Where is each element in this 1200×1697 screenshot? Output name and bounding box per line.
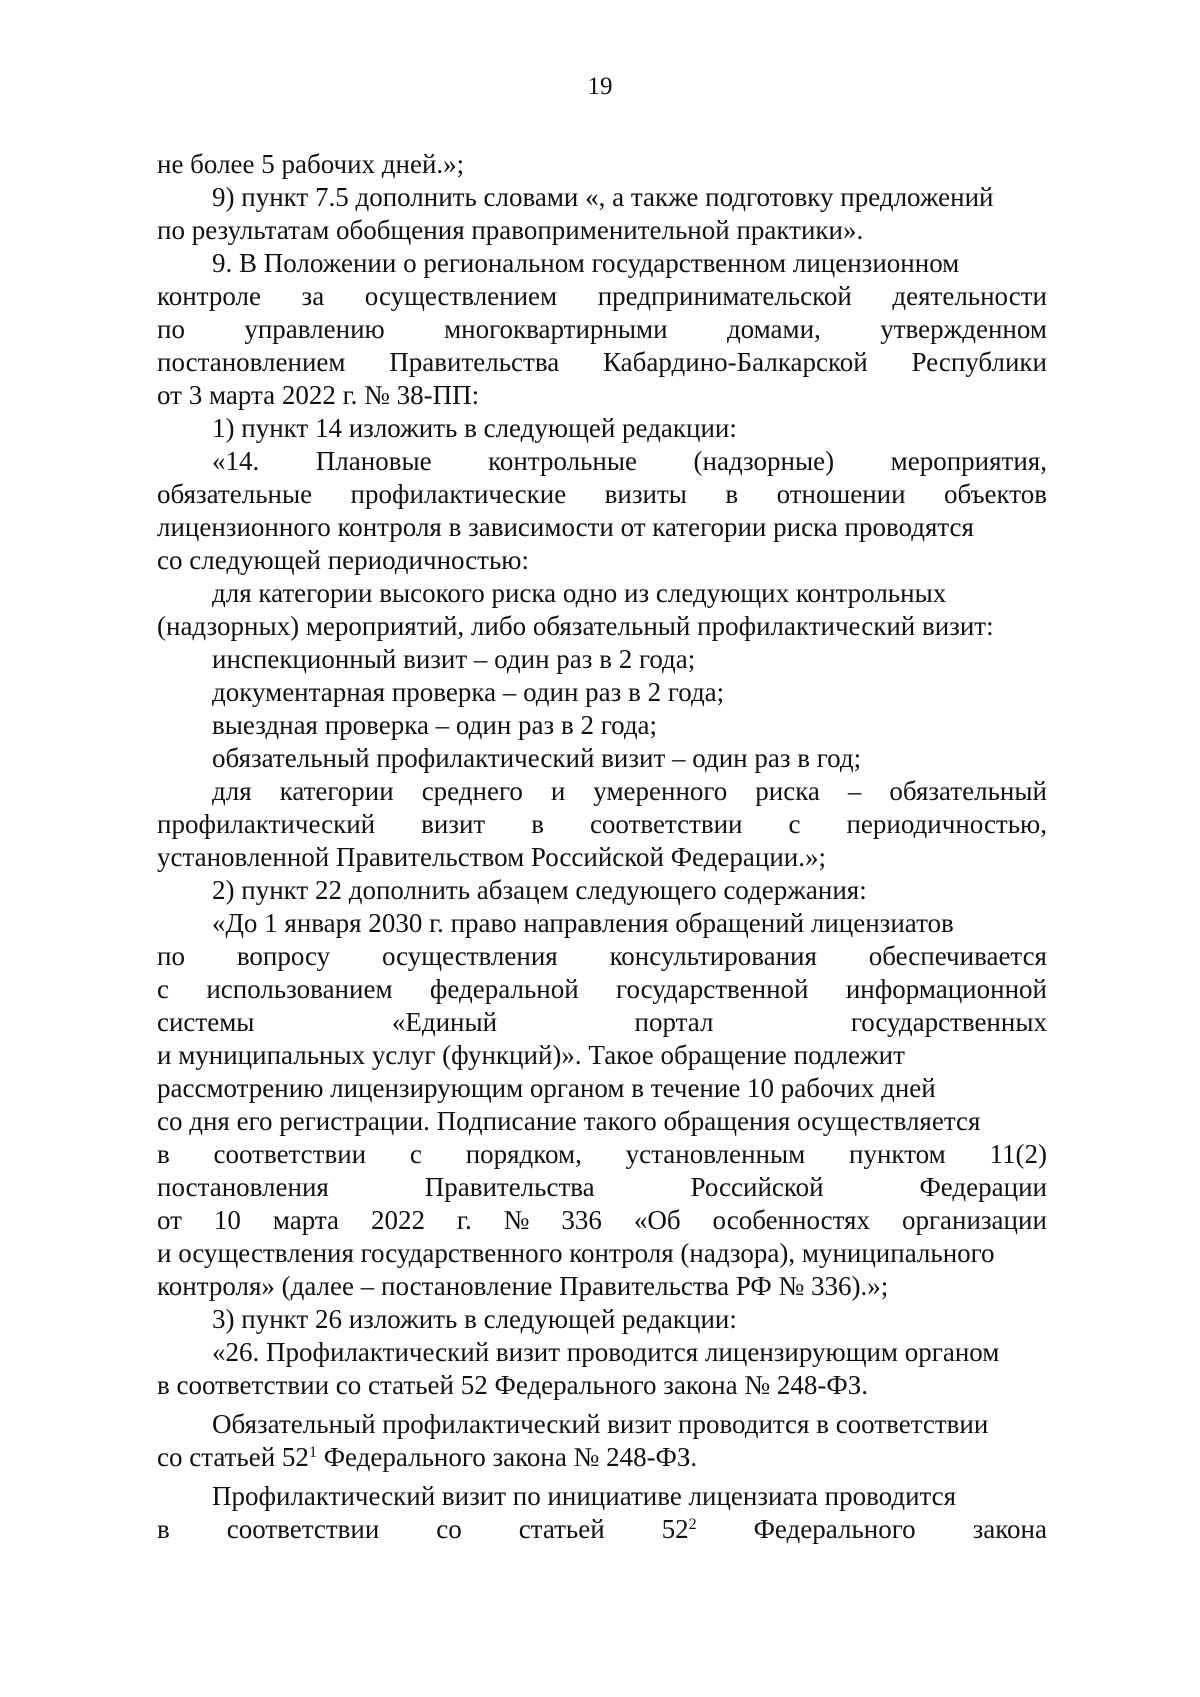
word: профилактические <box>350 479 567 509</box>
word: деятельности <box>892 281 1047 311</box>
word: объектов <box>944 479 1047 509</box>
word: управлению <box>244 314 385 344</box>
word: в <box>157 1514 170 1544</box>
superscript: 2 <box>688 1516 697 1533</box>
text-line: по результатам обобщения правоприменительной практики». <box>157 215 864 245</box>
word: (надзорные) <box>693 446 835 476</box>
text-fragment: со статьей 52 <box>157 1442 309 1472</box>
word: утвержденном <box>880 314 1047 344</box>
word: многоквартирными <box>444 314 668 344</box>
text-line <box>157 775 1047 808</box>
word: профилактический <box>157 809 376 839</box>
text-line: в соответствии со статьей 52 Федерального закона № 248-ФЗ. <box>157 1370 868 1400</box>
word: в <box>725 479 739 509</box>
text-line: документарная проверка – один раз в 2 года; <box>212 677 725 707</box>
text-line: со следующей периодичностью: <box>157 545 529 575</box>
word: соответствии <box>589 809 743 839</box>
word: с <box>157 974 169 1004</box>
text-line: 1) пункт 14 изложить в следующей редакции: <box>212 413 737 443</box>
text-fragment: 52 <box>661 1514 689 1544</box>
word: в <box>531 809 544 839</box>
text-line <box>157 478 1047 511</box>
word: Республики <box>911 347 1047 377</box>
word: соответствии <box>213 1139 367 1169</box>
word: федеральной <box>429 974 579 1004</box>
word: со <box>436 1514 462 1544</box>
word: Кабардино-Балкарской <box>603 347 868 377</box>
text-line: 2) пункт 22 дополнить абзацем следующего содержания: <box>212 875 867 905</box>
word: среднего <box>421 776 523 806</box>
text-line <box>157 1171 1047 1204</box>
word: с <box>409 1139 422 1169</box>
text-line: со дня его регистрации. Подписание такого обращения осуществляется <box>157 1106 981 1136</box>
word: обязательный <box>889 776 1047 806</box>
word: с <box>788 809 801 839</box>
text-line: (надзорных) мероприятий, либо обязательный профилактический визит: <box>157 611 994 641</box>
text-line: и осуществления государственного контроля (надзора), муниципального <box>157 1238 995 1268</box>
word: Плановые <box>315 446 432 476</box>
text-line: обязательный профилактический визит – один раз в год; <box>212 743 862 773</box>
text-line: установленной Правительством Российской Федерации.»; <box>157 842 826 872</box>
text-line <box>157 1204 1047 1237</box>
word: установленным <box>625 1139 806 1169</box>
text-line: Профилактический визит по инициативе лицензиата проводится <box>212 1481 957 1511</box>
text-line: инспекционный визит – один раз в 2 года; <box>212 644 696 674</box>
text-line <box>157 808 1047 841</box>
page-number: 19 <box>587 73 613 100</box>
word: «14. <box>212 446 260 476</box>
word: и <box>550 776 566 806</box>
superscript: 1 <box>308 1444 317 1461</box>
word: консультирования <box>609 941 817 971</box>
word: для <box>212 776 252 806</box>
word: постановления <box>157 1172 329 1202</box>
word: «Об <box>633 1205 681 1235</box>
word: предпринимательской <box>597 281 852 311</box>
word: Федерального <box>753 1514 916 1544</box>
text-line: для категории высокого риска одно из следующих контрольных <box>212 578 947 608</box>
word: контрольные <box>488 446 637 476</box>
text-line <box>157 1441 1047 1474</box>
word: по <box>157 941 185 971</box>
text-fragment: Федерального закона № 248-ФЗ. <box>316 1442 698 1472</box>
text-line: выездная проверка – один раз в 2 года; <box>212 710 658 740</box>
text-line <box>157 280 1047 313</box>
text-line: «26. Профилактический визит проводится лицензирующим органом <box>212 1337 1000 1367</box>
word <box>662 1513 697 1546</box>
text-line <box>157 1138 1047 1171</box>
word: 2022 <box>370 1205 425 1235</box>
word: периодичностью, <box>846 809 1047 839</box>
word: государственной <box>616 974 809 1004</box>
word: Правительства <box>389 347 560 377</box>
text-line: не более 5 рабочих дней.»; <box>157 149 465 179</box>
word: мероприятия, <box>890 446 1047 476</box>
text-line <box>157 313 1047 346</box>
text-line: 9. В Положении о региональном государственном лицензионном <box>212 248 960 278</box>
word: вопросу <box>236 941 331 971</box>
text-line: 9) пункт 7.5 дополнить словами «, а также подготовку предложений <box>212 182 994 212</box>
word: г. <box>456 1205 472 1235</box>
word: организации <box>901 1205 1047 1235</box>
word: от <box>157 1205 182 1235</box>
word: риска <box>755 776 820 806</box>
word: Федерации <box>919 1172 1047 1202</box>
text-line <box>157 973 1047 1006</box>
word: государственных <box>850 1007 1047 1037</box>
text-line <box>157 940 1047 973</box>
word: осуществлением <box>364 281 558 311</box>
word: порядком, <box>465 1139 582 1169</box>
word: использованием <box>206 974 393 1004</box>
word: постановлением <box>157 347 346 377</box>
word: – <box>847 776 862 806</box>
word: по <box>157 314 185 344</box>
text-line: «До 1 января 2030 г. право направления обращений лицензиатов <box>212 908 954 938</box>
word: 10 <box>213 1205 241 1235</box>
word: умеренного <box>593 776 728 806</box>
word: визит <box>421 809 486 839</box>
word: обеспечивается <box>868 941 1047 971</box>
word: статьей <box>518 1514 605 1544</box>
word: осуществления <box>382 941 558 971</box>
text-line: рассмотрению лицензирующим органом в течение 10 рабочих дней <box>157 1073 936 1103</box>
word: закона <box>972 1514 1047 1544</box>
word: системы <box>157 1007 255 1037</box>
text-line <box>157 1513 1047 1546</box>
word: пунктом <box>849 1139 946 1169</box>
document-body <box>157 148 1047 1546</box>
text-line <box>157 445 1047 478</box>
word: особенностях <box>712 1205 870 1235</box>
word: категории <box>279 776 394 806</box>
text-line <box>157 346 1047 379</box>
word: отношении <box>776 479 906 509</box>
word: за <box>301 281 325 311</box>
word: визиты <box>604 479 687 509</box>
word: 336 <box>561 1205 602 1235</box>
text-line: Обязательный профилактический визит проводится в соответствии <box>212 1409 989 1439</box>
text-line: от 3 марта 2022 г. № 38-ПП: <box>157 380 480 410</box>
word: в <box>157 1139 170 1169</box>
word: марта <box>272 1205 340 1235</box>
word: Российской <box>690 1172 824 1202</box>
text-line: лицензионного контроля в зависимости от категории риска проводятся <box>157 512 974 542</box>
word: портал <box>634 1007 714 1037</box>
word: № <box>503 1205 530 1235</box>
word: 11(2) <box>989 1139 1047 1169</box>
word: соответствии <box>226 1514 380 1544</box>
word: Правительства <box>424 1172 595 1202</box>
word: домами, <box>726 314 821 344</box>
text-line: 3) пункт 26 изложить в следующей редакции: <box>212 1304 737 1334</box>
word: контроле <box>157 281 261 311</box>
text-line: и муниципальных услуг (функций)». Такое обращение подлежит <box>157 1040 905 1070</box>
text-line <box>157 1006 1047 1039</box>
word: «Единый <box>391 1007 498 1037</box>
word: информационной <box>845 974 1047 1004</box>
word: обязательные <box>157 479 313 509</box>
text-line: контроля» (далее – постановление Правительства РФ № 336).»; <box>157 1271 889 1301</box>
